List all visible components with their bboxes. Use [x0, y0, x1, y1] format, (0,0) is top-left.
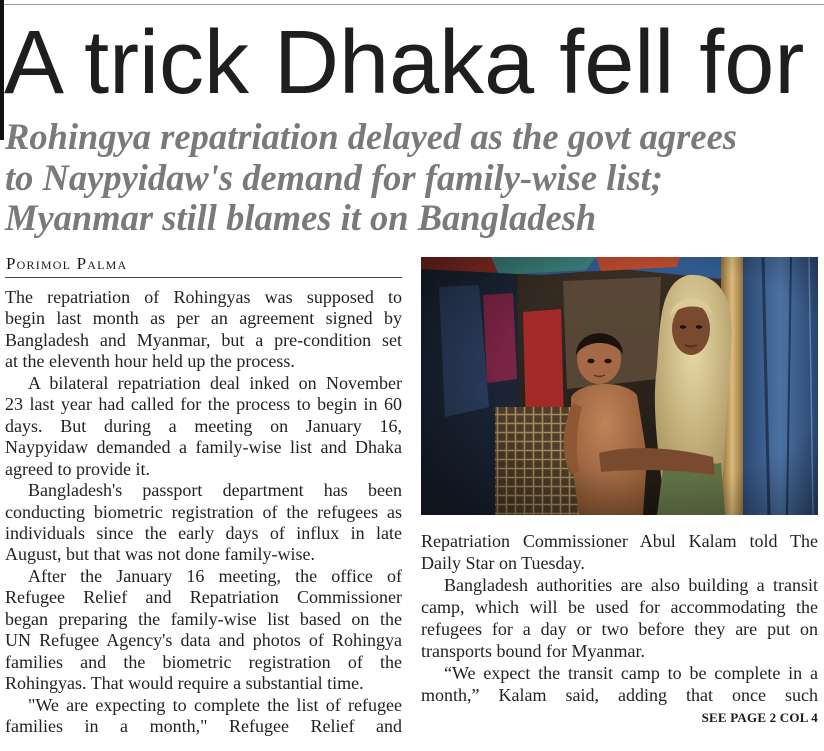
article-text-line: A bilateral repatriation deal inked on November: [28, 372, 402, 393]
article-text-line: After the January 16 meeting, the office of: [28, 565, 402, 586]
article-text-line: Repatriation Commissioner Abul Kalam told The: [421, 531, 818, 551]
article-text-line: transports bound for Myanmar.: [421, 641, 645, 661]
subheadline-line: Myanmar still blames it on Bangladesh: [5, 197, 597, 238]
article-text-line: begin last month as per an agreement signed by: [5, 308, 402, 329]
article-text-line: 23 last year had called for the process to begin in 60: [5, 394, 402, 415]
article-paragraph: [5, 695, 402, 738]
article-text-line: began preparing the family-wise list based on the: [5, 608, 402, 629]
jump-line[interactable]: SEE PAGE 2 COL 4: [701, 710, 818, 725]
article-text-line: Daily Star on Tuesday.: [421, 553, 585, 573]
news-photo: [421, 257, 818, 515]
photo-mother-and-child: [421, 257, 818, 515]
article-text-line: Naypyidaw demanded a family-wise list and Dhaka: [5, 437, 402, 458]
left-column: [5, 287, 402, 738]
article-paragraph: [5, 480, 402, 566]
article-text-line: “We expect the transit camp to be complete in a: [444, 663, 818, 683]
right-column: [421, 530, 818, 706]
article-paragraph: [5, 287, 402, 373]
top-rule: [0, 4, 824, 5]
headline: A trick Dhaka fell for: [4, 13, 805, 113]
article-paragraph: [5, 373, 402, 480]
article-text-line: days. But during a meeting on January 16,: [5, 415, 402, 436]
article-text-line: Bangladesh and Myanmar, but a pre-condition set: [5, 329, 402, 350]
article-text-line: camp, which will be used for accommodating the: [421, 597, 818, 617]
article-paragraph: [5, 566, 402, 695]
article-text-line: August, but that was not done family-wise.: [5, 544, 315, 565]
article-text-line: individuals since the early days of influx in late: [5, 522, 402, 543]
article-text-line: conducting biometric registration of the refugees as: [5, 501, 402, 522]
article-text-line: refugees for a day or two before they are put on: [421, 619, 818, 639]
subheadline: [5, 117, 737, 239]
article-paragraph: [421, 662, 818, 706]
article-paragraph: [421, 530, 818, 574]
byline-rule: [5, 277, 402, 278]
article-text-line: "We are expecting to complete the list of refugee: [28, 694, 402, 715]
photo-vignette: [421, 257, 818, 515]
article-text-line: Bangladesh's passport department has been: [28, 480, 402, 501]
article-text-line: agreed to provide it.: [5, 458, 150, 479]
article-text-line: Bangladesh authorities are also building a transit: [444, 575, 818, 595]
article-text-line: families and the biometric registration of the: [5, 651, 402, 672]
subheadline-line: to Naypyidaw's demand for family-wise list;: [5, 156, 663, 198]
article-text-line: at the eleventh hour held up the process.: [5, 351, 295, 372]
article-text-line: month,” Kalam said, adding that once such: [421, 685, 818, 705]
article-text-line: Refugee Relief and Repatriation Commissioner: [5, 587, 402, 608]
article-text-line: UN Refugee Agency's data and photos of Rohingya: [5, 630, 402, 651]
byline: Porimol Palma: [6, 254, 128, 273]
article-text-line: The repatriation of Rohingyas was supposed to: [5, 287, 402, 307]
article-paragraph: [421, 574, 818, 662]
article-text-line: Rohingyas. That would require a substantial time.: [5, 673, 364, 694]
subheadline-line: Rohingya repatriation delayed as the govt agrees: [5, 116, 737, 157]
article-text-line: families in a month," Refugee Relief and: [5, 716, 402, 737]
